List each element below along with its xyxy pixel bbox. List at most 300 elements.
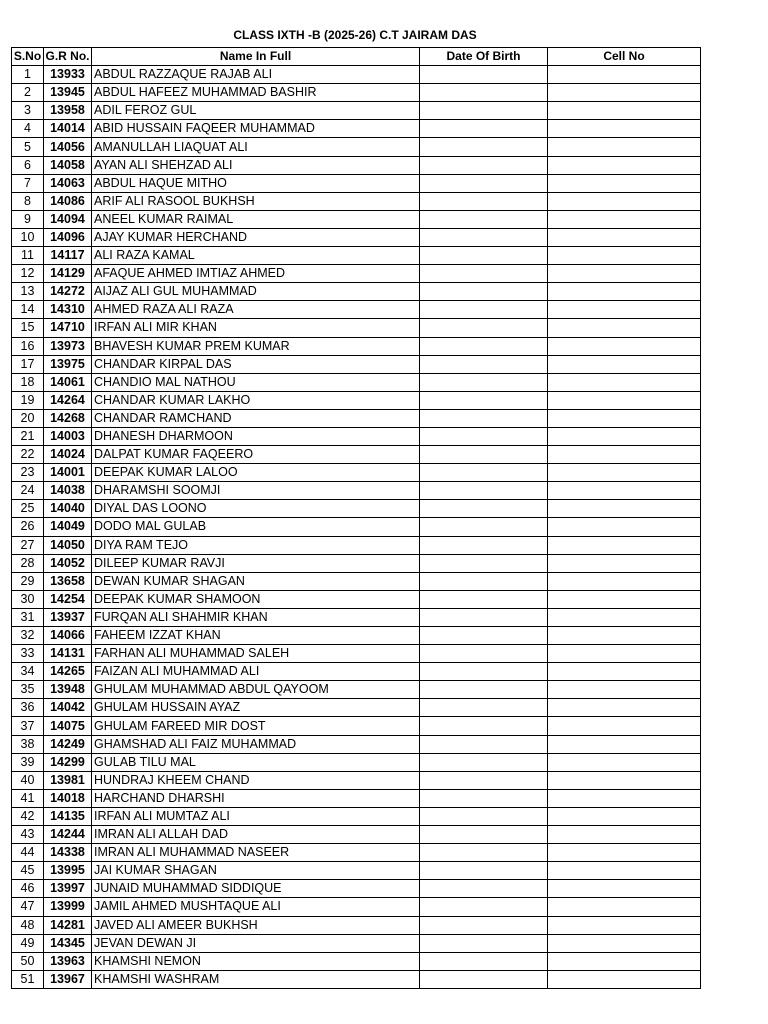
cell-sno: 5 [12, 138, 44, 156]
table-row [12, 717, 701, 735]
cell-name: GHULAM FAREED MIR DOST [92, 717, 420, 735]
cell-cell-no [548, 699, 701, 717]
cell-gr-no: 13937 [44, 608, 92, 626]
cell-gr-no: 13658 [44, 572, 92, 590]
table-row [12, 789, 701, 807]
cell-cell-no [548, 844, 701, 862]
cell-date-of-birth [420, 753, 548, 771]
cell-sno: 41 [12, 789, 44, 807]
cell-cell-no [548, 337, 701, 355]
cell-date-of-birth [420, 102, 548, 120]
table-row [12, 771, 701, 789]
cell-name: GHULAM HUSSAIN AYAZ [92, 699, 420, 717]
cell-cell-no [548, 446, 701, 464]
table-row [12, 283, 701, 301]
table-row [12, 84, 701, 102]
table-row [12, 735, 701, 753]
cell-gr-no: 14014 [44, 120, 92, 138]
roster-body [12, 66, 701, 989]
cell-date-of-birth [420, 826, 548, 844]
cell-cell-no [548, 210, 701, 228]
cell-sno: 31 [12, 608, 44, 626]
cell-gr-no: 13975 [44, 355, 92, 373]
cell-gr-no: 14058 [44, 156, 92, 174]
table-row [12, 826, 701, 844]
table-row [12, 934, 701, 952]
cell-gr-no: 14086 [44, 192, 92, 210]
cell-name: IRFAN ALI MUMTAZ ALI [92, 807, 420, 825]
cell-date-of-birth [420, 138, 548, 156]
cell-cell-no [548, 102, 701, 120]
cell-date-of-birth [420, 500, 548, 518]
table-row [12, 301, 701, 319]
cell-date-of-birth [420, 970, 548, 988]
cell-cell-no [548, 319, 701, 337]
cell-gr-no: 13933 [44, 66, 92, 84]
cell-name: KHAMSHI NEMON [92, 952, 420, 970]
cell-sno: 4 [12, 120, 44, 138]
table-row [12, 536, 701, 554]
cell-name: JAMIL AHMED MUSHTAQUE ALI [92, 898, 420, 916]
cell-cell-no [548, 265, 701, 283]
cell-cell-no [548, 590, 701, 608]
cell-cell-no [548, 355, 701, 373]
cell-date-of-birth [420, 156, 548, 174]
cell-name: JAI KUMAR SHAGAN [92, 862, 420, 880]
cell-date-of-birth [420, 319, 548, 337]
cell-cell-no [548, 934, 701, 952]
sheet-title: CLASS IXTH -B (2025-26) C.T JAIRAM DAS [233, 28, 477, 42]
cell-name: KHAMSHI WASHRAM [92, 970, 420, 988]
cell-sno: 48 [12, 916, 44, 934]
table-row [12, 916, 701, 934]
cell-cell-no [548, 156, 701, 174]
table-row [12, 500, 701, 518]
cell-date-of-birth [420, 771, 548, 789]
cell-date-of-birth [420, 120, 548, 138]
cell-sno: 34 [12, 663, 44, 681]
cell-sno: 33 [12, 645, 44, 663]
cell-sno: 38 [12, 735, 44, 753]
cell-date-of-birth [420, 355, 548, 373]
cell-date-of-birth [420, 337, 548, 355]
table-row [12, 645, 701, 663]
cell-date-of-birth [420, 265, 548, 283]
cell-cell-no [548, 970, 701, 988]
cell-cell-no [548, 952, 701, 970]
cell-gr-no: 14131 [44, 645, 92, 663]
cell-cell-no [548, 84, 701, 102]
cell-name: HUNDRAJ KHEEM CHAND [92, 771, 420, 789]
cell-sno: 13 [12, 283, 44, 301]
cell-name: AMANULLAH LIAQUAT ALI [92, 138, 420, 156]
header-sno: S.No [12, 48, 44, 66]
header-gr-no: G.R No. [44, 48, 92, 66]
cell-date-of-birth [420, 699, 548, 717]
cell-gr-no: 14038 [44, 482, 92, 500]
table-row [12, 247, 701, 265]
cell-cell-no [548, 373, 701, 391]
cell-cell-no [548, 862, 701, 880]
cell-name: ABDUL HAFEEZ MUHAMMAD BASHIR [92, 84, 420, 102]
table-row [12, 753, 701, 771]
cell-sno: 9 [12, 210, 44, 228]
table-row [12, 590, 701, 608]
cell-cell-no [548, 554, 701, 572]
cell-cell-no [548, 518, 701, 536]
cell-gr-no: 14050 [44, 536, 92, 554]
cell-gr-no: 14264 [44, 391, 92, 409]
cell-sno: 42 [12, 807, 44, 825]
cell-date-of-birth [420, 608, 548, 626]
cell-name: AYAN ALI SHEHZAD ALI [92, 156, 420, 174]
cell-cell-no [548, 192, 701, 210]
cell-date-of-birth [420, 446, 548, 464]
cell-sno: 50 [12, 952, 44, 970]
cell-date-of-birth [420, 391, 548, 409]
cell-sno: 21 [12, 427, 44, 445]
cell-date-of-birth [420, 482, 548, 500]
cell-cell-no [548, 753, 701, 771]
cell-name: ABDUL RAZZAQUE RAJAB ALI [92, 66, 420, 84]
table-row [12, 427, 701, 445]
cell-sno: 11 [12, 247, 44, 265]
cell-name: HARCHAND DHARSHI [92, 789, 420, 807]
cell-gr-no: 14052 [44, 554, 92, 572]
cell-cell-no [548, 174, 701, 192]
cell-name: CHANDAR RAMCHAND [92, 409, 420, 427]
cell-gr-no: 14129 [44, 265, 92, 283]
cell-name: DHARAMSHI SOOMJI [92, 482, 420, 500]
cell-sno: 8 [12, 192, 44, 210]
cell-gr-no: 14063 [44, 174, 92, 192]
table-row [12, 898, 701, 916]
cell-sno: 45 [12, 862, 44, 880]
cell-name: FAHEEM IZZAT KHAN [92, 627, 420, 645]
table-row [12, 663, 701, 681]
table-row [12, 862, 701, 880]
table-row [12, 409, 701, 427]
table-row [12, 482, 701, 500]
cell-cell-no [548, 717, 701, 735]
cell-sno: 26 [12, 518, 44, 536]
table-row [12, 572, 701, 590]
cell-gr-no: 14268 [44, 409, 92, 427]
cell-gr-no: 14710 [44, 319, 92, 337]
cell-sno: 28 [12, 554, 44, 572]
cell-date-of-birth [420, 84, 548, 102]
cell-name: FARHAN ALI MUHAMMAD SALEH [92, 645, 420, 663]
cell-name: GULAB TILU MAL [92, 753, 420, 771]
table-row [12, 337, 701, 355]
table-row [12, 681, 701, 699]
table-row [12, 699, 701, 717]
cell-cell-no [548, 427, 701, 445]
cell-name: ALI RAZA KAMAL [92, 247, 420, 265]
table-row [12, 391, 701, 409]
cell-name: DALPAT KUMAR FAQEERO [92, 446, 420, 464]
cell-name: IMRAN ALI ALLAH DAD [92, 826, 420, 844]
table-row [12, 970, 701, 988]
cell-cell-no [548, 645, 701, 663]
cell-name: ANEEL KUMAR RAIMAL [92, 210, 420, 228]
cell-date-of-birth [420, 880, 548, 898]
table-row [12, 156, 701, 174]
cell-cell-no [548, 572, 701, 590]
cell-sno: 23 [12, 464, 44, 482]
cell-name: AHMED RAZA ALI RAZA [92, 301, 420, 319]
cell-name: CHANDAR KUMAR LAKHO [92, 391, 420, 409]
table-row [12, 66, 701, 84]
cell-sno: 18 [12, 373, 44, 391]
table-row [12, 446, 701, 464]
cell-sno: 6 [12, 156, 44, 174]
cell-gr-no: 13945 [44, 84, 92, 102]
cell-cell-no [548, 391, 701, 409]
cell-sno: 36 [12, 699, 44, 717]
table-row [12, 120, 701, 138]
cell-gr-no: 14024 [44, 446, 92, 464]
cell-date-of-birth [420, 536, 548, 554]
cell-gr-no: 14272 [44, 283, 92, 301]
table-row [12, 807, 701, 825]
cell-cell-no [548, 283, 701, 301]
table-row [12, 627, 701, 645]
cell-name: AIJAZ ALI GUL MUHAMMAD [92, 283, 420, 301]
cell-date-of-birth [420, 934, 548, 952]
cell-sno: 51 [12, 970, 44, 988]
cell-cell-no [548, 138, 701, 156]
cell-gr-no: 13997 [44, 880, 92, 898]
cell-name: AJAY KUMAR HERCHAND [92, 228, 420, 246]
cell-name: IRFAN ALI MIR KHAN [92, 319, 420, 337]
table-row [12, 319, 701, 337]
cell-sno: 7 [12, 174, 44, 192]
cell-gr-no: 14003 [44, 427, 92, 445]
cell-date-of-birth [420, 681, 548, 699]
cell-gr-no: 14249 [44, 735, 92, 753]
table-row [12, 464, 701, 482]
table-row [12, 355, 701, 373]
cell-sno: 39 [12, 753, 44, 771]
cell-gr-no: 14056 [44, 138, 92, 156]
cell-gr-no: 14094 [44, 210, 92, 228]
cell-name: ABDUL HAQUE MITHO [92, 174, 420, 192]
table-row [12, 373, 701, 391]
cell-date-of-birth [420, 210, 548, 228]
cell-cell-no [548, 663, 701, 681]
cell-sno: 32 [12, 627, 44, 645]
cell-name: JEVAN DEWAN JI [92, 934, 420, 952]
cell-sno: 14 [12, 301, 44, 319]
table-row [12, 102, 701, 120]
cell-gr-no: 13981 [44, 771, 92, 789]
cell-cell-no [548, 482, 701, 500]
cell-date-of-birth [420, 952, 548, 970]
cell-date-of-birth [420, 427, 548, 445]
cell-name: CHANDAR KIRPAL DAS [92, 355, 420, 373]
cell-name: GHULAM MUHAMMAD ABDUL QAYOOM [92, 681, 420, 699]
cell-gr-no: 14244 [44, 826, 92, 844]
cell-gr-no: 13973 [44, 337, 92, 355]
cell-sno: 15 [12, 319, 44, 337]
cell-gr-no: 14075 [44, 717, 92, 735]
cell-gr-no: 14135 [44, 807, 92, 825]
cell-sno: 10 [12, 228, 44, 246]
cell-cell-no [548, 826, 701, 844]
cell-date-of-birth [420, 717, 548, 735]
cell-gr-no: 14096 [44, 228, 92, 246]
cell-cell-no [548, 627, 701, 645]
cell-date-of-birth [420, 66, 548, 84]
cell-gr-no: 14049 [44, 518, 92, 536]
cell-name: ADIL FEROZ GUL [92, 102, 420, 120]
cell-cell-no [548, 880, 701, 898]
cell-sno: 44 [12, 844, 44, 862]
cell-name: DEEPAK KUMAR LALOO [92, 464, 420, 482]
cell-name: AFAQUE AHMED IMTIAZ AHMED [92, 265, 420, 283]
cell-date-of-birth [420, 735, 548, 753]
cell-date-of-birth [420, 174, 548, 192]
header-cell-no: Cell No [548, 48, 701, 66]
cell-date-of-birth [420, 554, 548, 572]
cell-cell-no [548, 608, 701, 626]
cell-date-of-birth [420, 464, 548, 482]
cell-name: DHANESH DHARMOON [92, 427, 420, 445]
cell-cell-no [548, 735, 701, 753]
cell-date-of-birth [420, 844, 548, 862]
cell-sno: 37 [12, 717, 44, 735]
cell-name: DEWAN KUMAR SHAGAN [92, 572, 420, 590]
table-row [12, 174, 701, 192]
cell-date-of-birth [420, 373, 548, 391]
cell-gr-no: 14310 [44, 301, 92, 319]
table-row [12, 210, 701, 228]
cell-cell-no [548, 771, 701, 789]
cell-gr-no: 14040 [44, 500, 92, 518]
cell-date-of-birth [420, 789, 548, 807]
cell-cell-no [548, 916, 701, 934]
cell-gr-no: 13963 [44, 952, 92, 970]
cell-cell-no [548, 464, 701, 482]
table-row [12, 265, 701, 283]
cell-gr-no: 13967 [44, 970, 92, 988]
cell-name: DILEEP KUMAR RAVJI [92, 554, 420, 572]
cell-name: BHAVESH KUMAR PREM KUMAR [92, 337, 420, 355]
cell-name: FURQAN ALI SHAHMIR KHAN [92, 608, 420, 626]
cell-date-of-birth [420, 645, 548, 663]
cell-sno: 27 [12, 536, 44, 554]
cell-cell-no [548, 681, 701, 699]
cell-name: JAVED ALI AMEER BUKHSH [92, 916, 420, 934]
cell-gr-no: 13958 [44, 102, 92, 120]
table-row [12, 880, 701, 898]
cell-cell-no [548, 120, 701, 138]
cell-sno: 40 [12, 771, 44, 789]
table-row [12, 138, 701, 156]
cell-date-of-birth [420, 283, 548, 301]
cell-gr-no: 14018 [44, 789, 92, 807]
cell-date-of-birth [420, 590, 548, 608]
cell-gr-no: 14001 [44, 464, 92, 482]
cell-gr-no: 14281 [44, 916, 92, 934]
cell-sno: 47 [12, 898, 44, 916]
cell-cell-no [548, 301, 701, 319]
cell-gr-no: 14254 [44, 590, 92, 608]
cell-date-of-birth [420, 518, 548, 536]
cell-sno: 43 [12, 826, 44, 844]
cell-date-of-birth [420, 916, 548, 934]
cell-cell-no [548, 807, 701, 825]
cell-name: ARIF ALI RASOOL BUKHSH [92, 192, 420, 210]
cell-gr-no: 13948 [44, 681, 92, 699]
cell-cell-no [548, 228, 701, 246]
cell-cell-no [548, 66, 701, 84]
cell-gr-no: 14117 [44, 247, 92, 265]
cell-date-of-birth [420, 572, 548, 590]
cell-cell-no [548, 536, 701, 554]
header-row [12, 48, 701, 66]
table-row [12, 844, 701, 862]
cell-gr-no: 13999 [44, 898, 92, 916]
cell-sno: 22 [12, 446, 44, 464]
cell-sno: 46 [12, 880, 44, 898]
cell-sno: 2 [12, 84, 44, 102]
cell-date-of-birth [420, 898, 548, 916]
cell-date-of-birth [420, 862, 548, 880]
cell-date-of-birth [420, 627, 548, 645]
cell-sno: 3 [12, 102, 44, 120]
cell-name: DIYAL DAS LOONO [92, 500, 420, 518]
cell-sno: 20 [12, 409, 44, 427]
cell-name: DODO MAL GULAB [92, 518, 420, 536]
cell-name: IMRAN ALI MUHAMMAD NASEER [92, 844, 420, 862]
cell-date-of-birth [420, 409, 548, 427]
cell-sno: 16 [12, 337, 44, 355]
cell-name: GHAMSHAD ALI FAIZ MUHAMMAD [92, 735, 420, 753]
cell-cell-no [548, 789, 701, 807]
cell-gr-no: 14042 [44, 699, 92, 717]
cell-gr-no: 14265 [44, 663, 92, 681]
cell-cell-no [548, 247, 701, 265]
cell-cell-no [548, 898, 701, 916]
cell-sno: 30 [12, 590, 44, 608]
table-row [12, 554, 701, 572]
student-roster-table [11, 47, 701, 989]
cell-sno: 1 [12, 66, 44, 84]
cell-name: ABID HUSSAIN FAQEER MUHAMMAD [92, 120, 420, 138]
cell-cell-no [548, 500, 701, 518]
table-row [12, 192, 701, 210]
cell-name: DEEPAK KUMAR SHAMOON [92, 590, 420, 608]
table-row [12, 228, 701, 246]
cell-sno: 19 [12, 391, 44, 409]
cell-sno: 17 [12, 355, 44, 373]
cell-gr-no: 13995 [44, 862, 92, 880]
cell-sno: 29 [12, 572, 44, 590]
cell-sno: 35 [12, 681, 44, 699]
cell-date-of-birth [420, 663, 548, 681]
cell-date-of-birth [420, 301, 548, 319]
cell-cell-no [548, 409, 701, 427]
cell-sno: 49 [12, 934, 44, 952]
header-date-of-birth: Date Of Birth [420, 48, 548, 66]
cell-gr-no: 14061 [44, 373, 92, 391]
cell-gr-no: 14338 [44, 844, 92, 862]
cell-gr-no: 14345 [44, 934, 92, 952]
table-row [12, 518, 701, 536]
cell-sno: 12 [12, 265, 44, 283]
